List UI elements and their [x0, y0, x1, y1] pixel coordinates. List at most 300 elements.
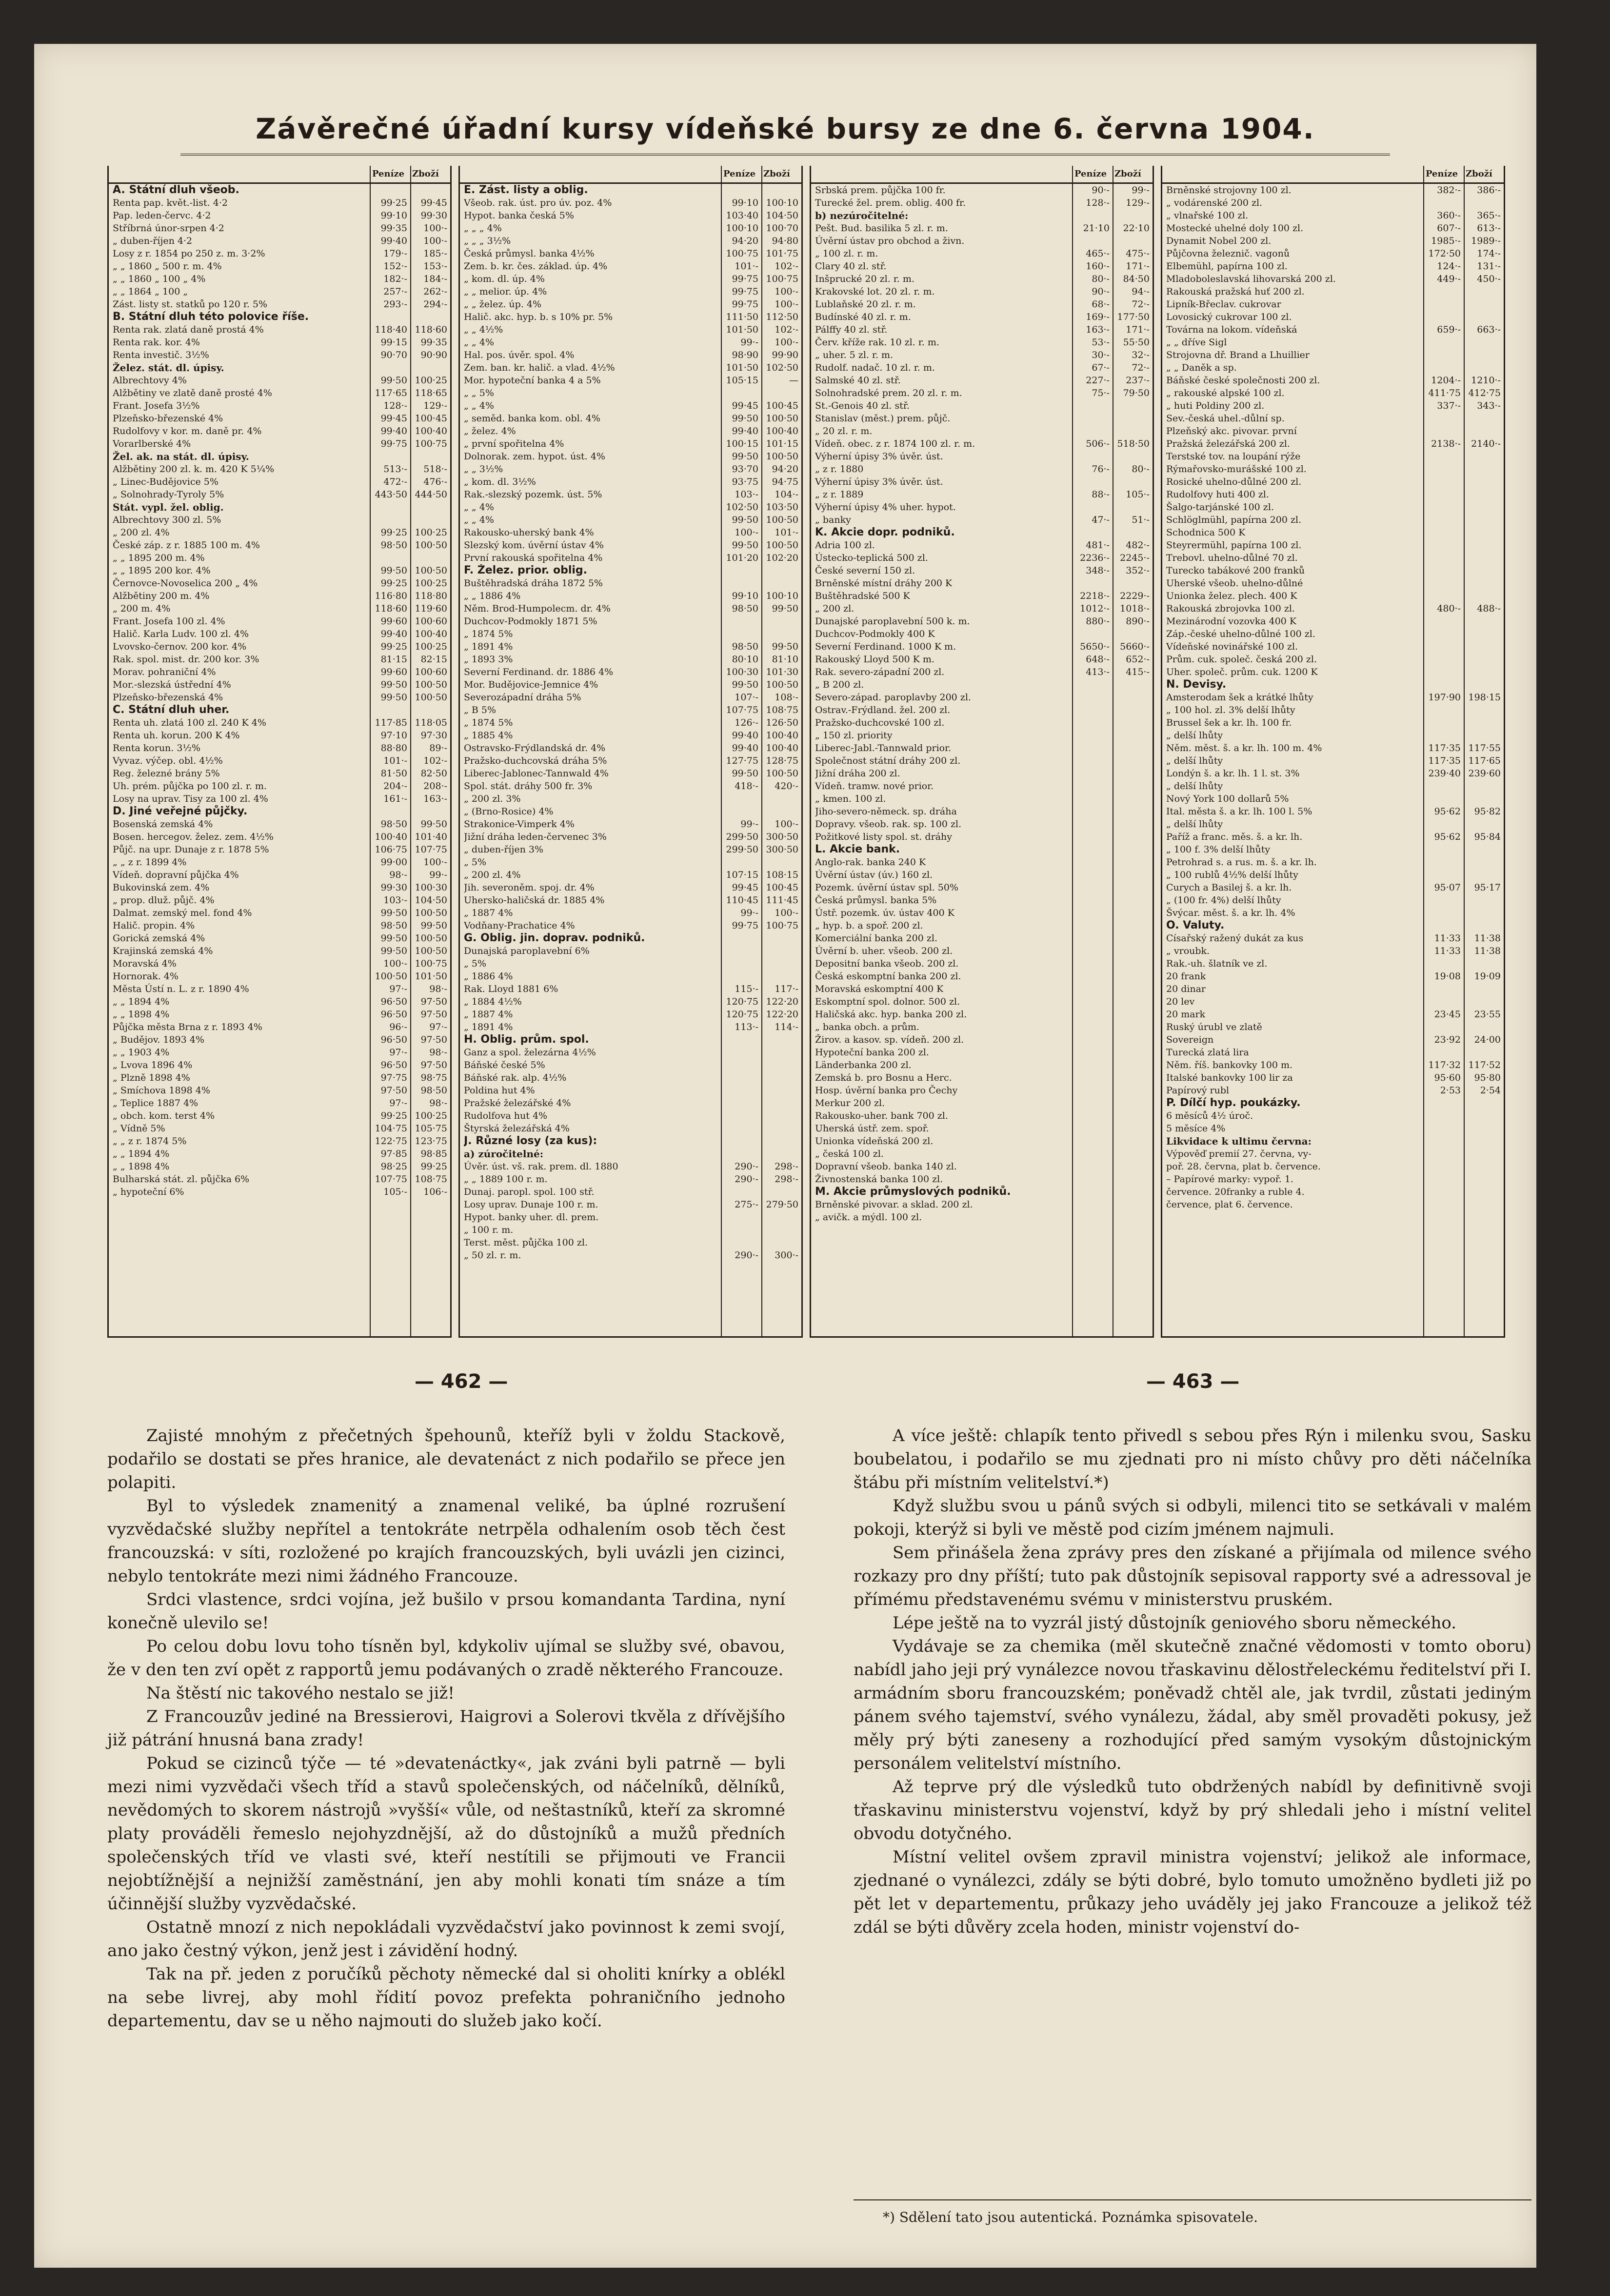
quote-row: [109, 932, 450, 945]
security-name: Mladoboleslavská lihovarská 200 zl.: [1166, 274, 1336, 284]
price-ask: 100·75: [415, 438, 447, 449]
price-ask: 100·-: [775, 337, 798, 348]
quote-row: [460, 387, 801, 399]
price-ask: 24·00: [1474, 1034, 1501, 1045]
security-name: Renta rak. zlatá daně prostá 4%: [113, 324, 264, 335]
price-ask: 104·-: [775, 489, 798, 500]
quote-row: [460, 970, 801, 983]
quote-column-4: [1161, 166, 1505, 1338]
quote-row: [1162, 856, 1504, 869]
quote-row: [811, 602, 1153, 615]
quote-row: [1162, 273, 1504, 285]
quote-row: [811, 475, 1153, 488]
security-name: „ 50 zl. r. m.: [464, 1250, 521, 1261]
price-bid: 107·75: [726, 705, 758, 715]
security-name: „ 20 zl. r. m.: [815, 426, 873, 436]
quote-row: [109, 1173, 450, 1186]
price-ask: 99·25: [420, 1161, 447, 1172]
quote-row: [811, 374, 1153, 387]
price-ask: 100·45: [415, 413, 447, 424]
quote-row: [460, 412, 801, 425]
price-bid: 117·85: [375, 717, 407, 728]
price-ask: 450·-: [1477, 274, 1501, 284]
price-bid: 67·-: [1092, 362, 1110, 373]
quote-row: [811, 1160, 1153, 1173]
quote-row: [109, 742, 450, 754]
security-name: Plzeňsko-březenské 4%: [113, 413, 223, 424]
price-ask: 100·-: [775, 908, 798, 918]
quote-row: [109, 970, 450, 983]
price-bid: 257·-: [383, 286, 407, 297]
security-name: Turecká zlatá lira: [1166, 1047, 1249, 1058]
quote-row: [460, 716, 801, 729]
price-ask: 663·-: [1477, 324, 1501, 335]
quote-row: [1162, 615, 1504, 628]
price-bid: 443·50: [375, 489, 407, 500]
security-name: Steyrermühl, papírna 100 zl.: [1166, 540, 1302, 551]
price-bid: 107·15: [726, 870, 758, 880]
price-bid: 96·-: [389, 1022, 407, 1032]
security-name: „ B 200 zl.: [815, 679, 864, 690]
security-name: Vorarlberské 4%: [113, 438, 191, 449]
quote-row: [811, 754, 1153, 767]
price-ask: 23·55: [1474, 1009, 1501, 1020]
quote-row: [1162, 995, 1504, 1008]
security-name: „ delší lhůty: [1166, 819, 1223, 830]
security-name: Renta pap. květ.-list. 4·2: [113, 198, 228, 208]
price-bid: 99·25: [380, 198, 407, 208]
security-name: „ „ „ 4%: [464, 223, 502, 234]
security-name: Rosické uhelno-důlné 200 zl.: [1166, 476, 1302, 487]
quote-row: [460, 1173, 801, 1186]
security-name: „ „ 1903 4%: [113, 1047, 170, 1058]
security-name: Uher. společ. prům. cuk. 1200 K: [1166, 667, 1318, 677]
quote-row: [460, 577, 801, 590]
price-bid: 99·40: [732, 730, 758, 741]
price-ask: 1210·-: [1471, 375, 1501, 386]
quote-row: [811, 298, 1153, 311]
price-ask: 100·10: [766, 591, 798, 601]
header-penize: Peníze: [723, 169, 756, 179]
price-ask: 101·50: [415, 971, 447, 982]
quote-row: [811, 450, 1153, 463]
price-ask: 100·45: [766, 882, 798, 893]
quote-row: [1162, 437, 1504, 450]
quote-row: [811, 539, 1153, 552]
quote-row: [1162, 463, 1504, 475]
price-bid: 90·-: [1092, 185, 1110, 196]
security-name: Plzeňský akc. pivovar. první: [1166, 426, 1297, 436]
security-name: Uherské všeob. uhelno-důlné: [1166, 578, 1303, 589]
price-ask: 171·-: [1126, 261, 1150, 272]
quote-row: [109, 995, 450, 1008]
price-bid: 160·-: [1086, 261, 1110, 272]
price-ask: 11·38: [1474, 933, 1501, 944]
header-zbozi: Zboží: [1466, 169, 1492, 179]
section-heading: [1162, 919, 1504, 932]
price-bid: 100·-: [735, 527, 758, 538]
security-name: Clary 40 zl. stř.: [815, 261, 887, 272]
security-name: Lublaňské 20 zl. r. m.: [815, 299, 916, 310]
quote-row: [109, 197, 450, 209]
quote-row: [460, 742, 801, 754]
section-heading: [109, 805, 450, 818]
security-name: Renta rak. kor. 4%: [113, 337, 200, 348]
quote-row: [1162, 1021, 1504, 1033]
security-name: „ 5%: [464, 958, 487, 969]
price-ask: 2229·-: [1120, 591, 1150, 601]
quote-row: [109, 323, 450, 336]
price-ask: 95·80: [1474, 1072, 1501, 1083]
price-ask: 80·-: [1132, 464, 1150, 475]
security-name: – Papírové marky: vypoř. 1.: [1166, 1174, 1293, 1185]
security-name: Vodňany-Prachatice 4%: [464, 920, 575, 931]
price-bid: 76·-: [1092, 464, 1110, 475]
price-ask: 108·75: [766, 705, 798, 715]
quote-row: [811, 336, 1153, 349]
security-name: „ delší lhůty: [1166, 755, 1223, 766]
price-ask: 100·40: [766, 743, 798, 753]
quote-row: [460, 349, 801, 361]
price-bid: 99·50: [732, 413, 758, 424]
security-name: „ vlnařské 100 zl.: [1166, 210, 1249, 221]
price-ask: 352·-: [1126, 565, 1150, 576]
security-name: Unionka vídeňská 200 zl.: [815, 1136, 934, 1147]
security-name: Terst. měst. půjčka 100 zl.: [464, 1237, 588, 1248]
price-ask: 126·50: [766, 717, 798, 728]
security-name: Krajinská zemská 4%: [113, 946, 213, 956]
security-name: „ 200 zl. 4%: [113, 527, 170, 538]
security-name: „ Lvova 1896 4%: [113, 1060, 193, 1070]
price-ask: 94·-: [1132, 286, 1150, 297]
quote-row: [811, 247, 1153, 260]
security-name: Ital. města š. a kr. lh. 100 l. 5%: [1166, 806, 1312, 817]
price-bid: 2·53: [1440, 1085, 1461, 1096]
price-ask: 72·-: [1132, 299, 1150, 310]
price-bid: 97·75: [380, 1072, 407, 1083]
price-bid: 299·50: [726, 831, 758, 842]
security-name: „ „ „ 3½%: [464, 236, 511, 246]
security-name: Adria 100 zl.: [815, 540, 875, 551]
price-ask: 100·25: [415, 375, 447, 386]
security-name: „ „ 4½%: [464, 324, 503, 335]
security-name: Všeob. rak. úst. pro úv. poz. 4%: [464, 198, 612, 208]
quote-row: [1162, 1148, 1504, 1160]
quote-row: [1162, 767, 1504, 780]
security-name: Dunajská paroplavební 6%: [464, 946, 590, 956]
price-ask: 300·50: [766, 844, 798, 855]
security-name: Stát. vypl. žel. oblig.: [113, 501, 224, 513]
quote-row: [811, 919, 1153, 932]
quote-row: [460, 361, 801, 374]
price-ask: 51·-: [1132, 515, 1150, 525]
paragraph: Po celou dobu lovu toho tísněn byl, kdykoliv ujímal se služby své, obavou, že v den ten zví opět z rapportů jemu podávaných o zradě některého Francouze.: [107, 1637, 785, 1680]
price-bid: 117·35: [1428, 743, 1461, 753]
quote-row: [811, 552, 1153, 564]
security-name: Požitkové listy spol. st. dráhy: [815, 831, 952, 842]
security-name: J. Různé losy (za kus):: [464, 1135, 597, 1147]
quote-row: [811, 1173, 1153, 1186]
security-name: „ 100 f. 3% delší lhůty: [1166, 844, 1271, 855]
quote-row: [811, 742, 1153, 754]
quote-row: [460, 323, 801, 336]
security-name: Pozemk. úvěrní ústav spl. 50%: [815, 882, 958, 893]
price-bid: 299·50: [726, 844, 758, 855]
paragraph: Pokud se cizinců týče — té »devatenáctky«, jak zváni byli patrně — byli mezi nimi vyzvědači všech tříd a stavů společenských, od náčelníků, dělníků, nevědomých to skorem nástrojů »vyšší« vůle, od neštastníků, kteří za skromné platy prováděli řemeslo nejohyzdnější, až do důstojníků a mužů předních společenských tříd ve vlasti své, kteří nestítili se přijmouti ve Francii nejobtížnější a nejnižší zaměstnání, jen aby mohli konati tím snáze a tím účinnější služby vyzvědačské.: [107, 1754, 785, 1914]
security-name: 20 dinar: [1166, 984, 1206, 994]
quote-row: [460, 1211, 801, 1224]
quote-row: [109, 678, 450, 691]
quote-row: [460, 894, 801, 907]
price-bid: 100·50: [375, 971, 407, 982]
security-name: „ Teplice 1887 4%: [113, 1098, 199, 1108]
security-name: Plzeňsko-březenská 4%: [113, 692, 223, 703]
price-bid: 11·33: [1434, 946, 1461, 956]
security-name: Úvěrní ústav pro obchod a živn.: [815, 236, 965, 246]
quote-row: [811, 260, 1153, 273]
security-name: Ostrav.-Frýdland. žel. 200 zl.: [815, 705, 951, 715]
quote-row: [811, 640, 1153, 653]
quote-row: [1162, 323, 1504, 336]
security-name: Báňské rak. alp. 4½%: [464, 1072, 567, 1083]
price-bid: 99·40: [380, 236, 407, 246]
security-name: Výherní úpisy 3% úvěr. úst.: [815, 476, 943, 487]
security-name: Stanislav (měst.) prem. půjč.: [815, 413, 951, 424]
security-name: Morav. pohraniční 4%: [113, 667, 216, 677]
quote-row: [460, 843, 801, 856]
price-bid: 75·-: [1092, 388, 1110, 398]
price-ask: 198·15: [1468, 692, 1501, 703]
quote-row: [460, 767, 801, 780]
price-ask: 300·50: [766, 831, 798, 842]
security-name: Italské bankovky 100 lir za: [1166, 1072, 1293, 1083]
price-bid: 182·-: [383, 274, 407, 284]
security-name: Něm. říš. bankovky 100 m.: [1166, 1060, 1293, 1070]
security-name: „ „ z r. 1899 4%: [113, 857, 187, 868]
security-name: „ „ 4%: [464, 502, 494, 513]
price-ask: 99·-: [1132, 185, 1150, 196]
section-heading: [1162, 678, 1504, 691]
price-ask: —: [789, 375, 798, 386]
price-ask: 100·50: [415, 540, 447, 551]
security-name: Dopravní všeob. banka 140 zl.: [815, 1161, 957, 1172]
quote-row: [811, 323, 1153, 336]
security-name: Úvěrní b. uher. všeob. 200 zl.: [815, 946, 953, 956]
security-name: Losy na uprav. Tisy za 100 zl. 4%: [113, 793, 268, 804]
security-name: Petrohrad s. a rus. m. š. a kr. lh.: [1166, 857, 1317, 868]
price-ask: 100·50: [415, 908, 447, 918]
quote-row: [811, 716, 1153, 729]
price-bid: 99·75: [732, 920, 758, 931]
security-name: Brussel šek a kr. lh. 100 fr.: [1166, 717, 1292, 728]
security-name: Mezinárodní vozovka 400 K: [1166, 616, 1297, 627]
quote-row: [460, 425, 801, 437]
security-name: Severozápadní dráha 5%: [464, 692, 581, 703]
quote-row: [109, 1059, 450, 1071]
security-name: Rýmařovsko-murášské 100 zl.: [1166, 464, 1307, 475]
paragraph: Když službu svou u pánů svých si odbyli, milenci tito se setkávali v malém pokoji, kterýž si byli ve městě pod cizím jménem najmuli.: [854, 1496, 1531, 1539]
price-ask: 386·-: [1477, 185, 1501, 196]
quote-row: [811, 831, 1153, 843]
security-name: Města Ústí n. L. z r. 1890 4%: [113, 984, 249, 994]
price-ask: 174·-: [1477, 248, 1501, 259]
quote-row: [811, 729, 1153, 742]
price-ask: 100·25: [415, 641, 447, 652]
price-ask: 185·-: [423, 248, 447, 259]
quote-row: [460, 222, 801, 235]
price-ask: 105·-: [1126, 489, 1150, 500]
security-name: „ 1891 4%: [464, 1022, 513, 1032]
quote-row: [109, 387, 450, 399]
price-bid: 99·45: [380, 413, 407, 424]
security-name: Frant. Josefa 100 zl. 4%: [113, 616, 225, 627]
price-ask: 652·-: [1126, 654, 1150, 665]
security-name: Báňské české 5%: [464, 1060, 545, 1070]
security-name: „ „ 1898 4%: [113, 1009, 170, 1020]
price-bid: 11·33: [1434, 933, 1461, 944]
quote-row: [109, 831, 450, 843]
security-name: Hal. pos. úvěr. spol. 4%: [464, 350, 575, 360]
security-name: M. Akcie průmyslových podniků.: [815, 1186, 1011, 1198]
security-name: Gorická zemská 4%: [113, 933, 205, 944]
security-name: Amsterodam šek a krátké lhůty: [1166, 692, 1313, 703]
price-ask: 129·-: [423, 400, 447, 411]
price-ask: 117·65: [1468, 755, 1501, 766]
section-heading: [811, 209, 1153, 222]
security-name: „ 100 zl. r. m.: [815, 248, 878, 259]
quote-row: [460, 285, 801, 298]
price-bid: 99·50: [380, 908, 407, 918]
quote-row: [109, 602, 450, 615]
quote-row: [1162, 197, 1504, 209]
price-bid: 93·75: [732, 476, 758, 487]
security-name: Mor. hypoteční banka 4 a 5%: [464, 375, 601, 386]
quote-row: [1162, 1071, 1504, 1084]
price-bid: 348·-: [1086, 565, 1110, 576]
security-name: O. Valuty.: [1166, 919, 1225, 931]
section-heading: [460, 1135, 801, 1148]
quote-row: [1162, 894, 1504, 907]
price-bid: 30·-: [1092, 350, 1110, 360]
quote-row: [460, 590, 801, 602]
section-heading: [109, 184, 450, 197]
price-ask: 99·50: [420, 920, 447, 931]
quote-row: [811, 881, 1153, 894]
security-name: „ 1887 4%: [464, 908, 513, 918]
quote-row: [1162, 1160, 1504, 1173]
quote-row: [811, 780, 1153, 792]
quote-row: [1162, 945, 1504, 957]
security-name: 20 frank: [1166, 971, 1206, 982]
price-bid: 5650·-: [1080, 641, 1110, 652]
security-name: Halič. propin. 4%: [113, 920, 195, 931]
quote-row: [460, 501, 801, 514]
quote-row: [811, 1135, 1153, 1148]
price-ask: 100·-: [423, 236, 447, 246]
quote-row: [811, 805, 1153, 818]
price-bid: 179·-: [383, 248, 407, 259]
price-bid: 99·75: [732, 286, 758, 297]
quote-row: [1162, 526, 1504, 539]
quote-row: [1162, 298, 1504, 311]
price-bid: 99·40: [380, 426, 407, 436]
price-ask: 300·-: [775, 1250, 798, 1261]
security-name: Lipník-Břeclav. cukrovar: [1166, 299, 1281, 310]
security-name: K. Akcie dopr. podniků.: [815, 526, 955, 538]
quote-row: [460, 1186, 801, 1198]
quote-row: [811, 399, 1153, 412]
quote-row: [1162, 209, 1504, 222]
quote-row: [460, 1046, 801, 1059]
security-name: „ prop. dluž. půjč. 4%: [113, 895, 215, 906]
quote-row: [811, 437, 1153, 450]
quote-row: [811, 1148, 1153, 1160]
security-name: Stříbrná únor-srpen 4·2: [113, 223, 224, 234]
price-ask: 100·50: [415, 679, 447, 690]
price-ask: 100·-: [775, 299, 798, 310]
quote-row: [1162, 716, 1504, 729]
price-ask: 90·90: [420, 350, 447, 360]
security-name: Hosp. úvěrní banka pro Čechy: [815, 1085, 958, 1096]
quote-row: [811, 514, 1153, 526]
price-ask: 97·30: [420, 730, 447, 741]
security-name: Zemská b. pro Bosnu a Herc.: [815, 1072, 952, 1083]
quote-row: [109, 945, 450, 957]
security-name: „ 1886 4%: [464, 971, 513, 982]
security-name: „ Budějov. 1893 4%: [113, 1034, 204, 1045]
price-ask: 100·50: [766, 515, 798, 525]
price-ask: 84·50: [1123, 274, 1150, 284]
security-name: Vídeňské novinářské 100 zl.: [1166, 641, 1298, 652]
section-heading: [109, 501, 450, 514]
quote-row: [109, 564, 450, 577]
price-bid: 104·75: [375, 1123, 407, 1134]
quote-row: [811, 1084, 1153, 1097]
price-ask: 106·-: [423, 1187, 447, 1197]
price-bid: 93·70: [732, 464, 758, 475]
column-header: [1162, 166, 1504, 184]
price-ask: 5660·-: [1120, 641, 1150, 652]
security-name: „ „ melior. úp. 4%: [464, 286, 547, 297]
quote-row: [109, 957, 450, 970]
security-name: Vídeň. obec. z r. 1874 100 zl. r. m.: [815, 438, 975, 449]
price-ask: 102·-: [775, 261, 798, 272]
price-bid: 97·10: [380, 730, 407, 741]
quote-row: [1162, 1186, 1504, 1198]
price-ask: 102·-: [423, 755, 447, 766]
price-bid: 101·-: [383, 755, 407, 766]
price-bid: 99·50: [732, 451, 758, 462]
security-name: Dunajské paroplavební 500 k. m.: [815, 616, 970, 627]
quote-row: [1162, 488, 1504, 501]
quote-row: [811, 387, 1153, 399]
quote-row: [109, 1122, 450, 1135]
quote-row: [109, 818, 450, 831]
article-text-right: [854, 1424, 1531, 1939]
paragraph: Až teprve prý dle výsledků tuto obdržených nabídl by definitivně svoji třaskavinu ministerstvu vojenství, když by prý shledali jeho i místní velitel obvodu dotyčného.: [854, 1777, 1531, 1843]
security-name: „ „ 1860 „ 100 „ 4%: [113, 274, 206, 284]
price-ask: 118·65: [415, 388, 447, 398]
price-ask: 114·-: [775, 1022, 798, 1032]
price-ask: 79·50: [1123, 388, 1150, 398]
security-name: Strakonice-Vimperk 4%: [464, 819, 575, 830]
price-bid: 99·-: [740, 337, 758, 348]
quote-row: [811, 628, 1153, 640]
price-ask: 117·-: [775, 984, 798, 994]
quote-row: [460, 1059, 801, 1071]
quote-row: [1162, 780, 1504, 792]
price-bid: 99·75: [732, 299, 758, 310]
